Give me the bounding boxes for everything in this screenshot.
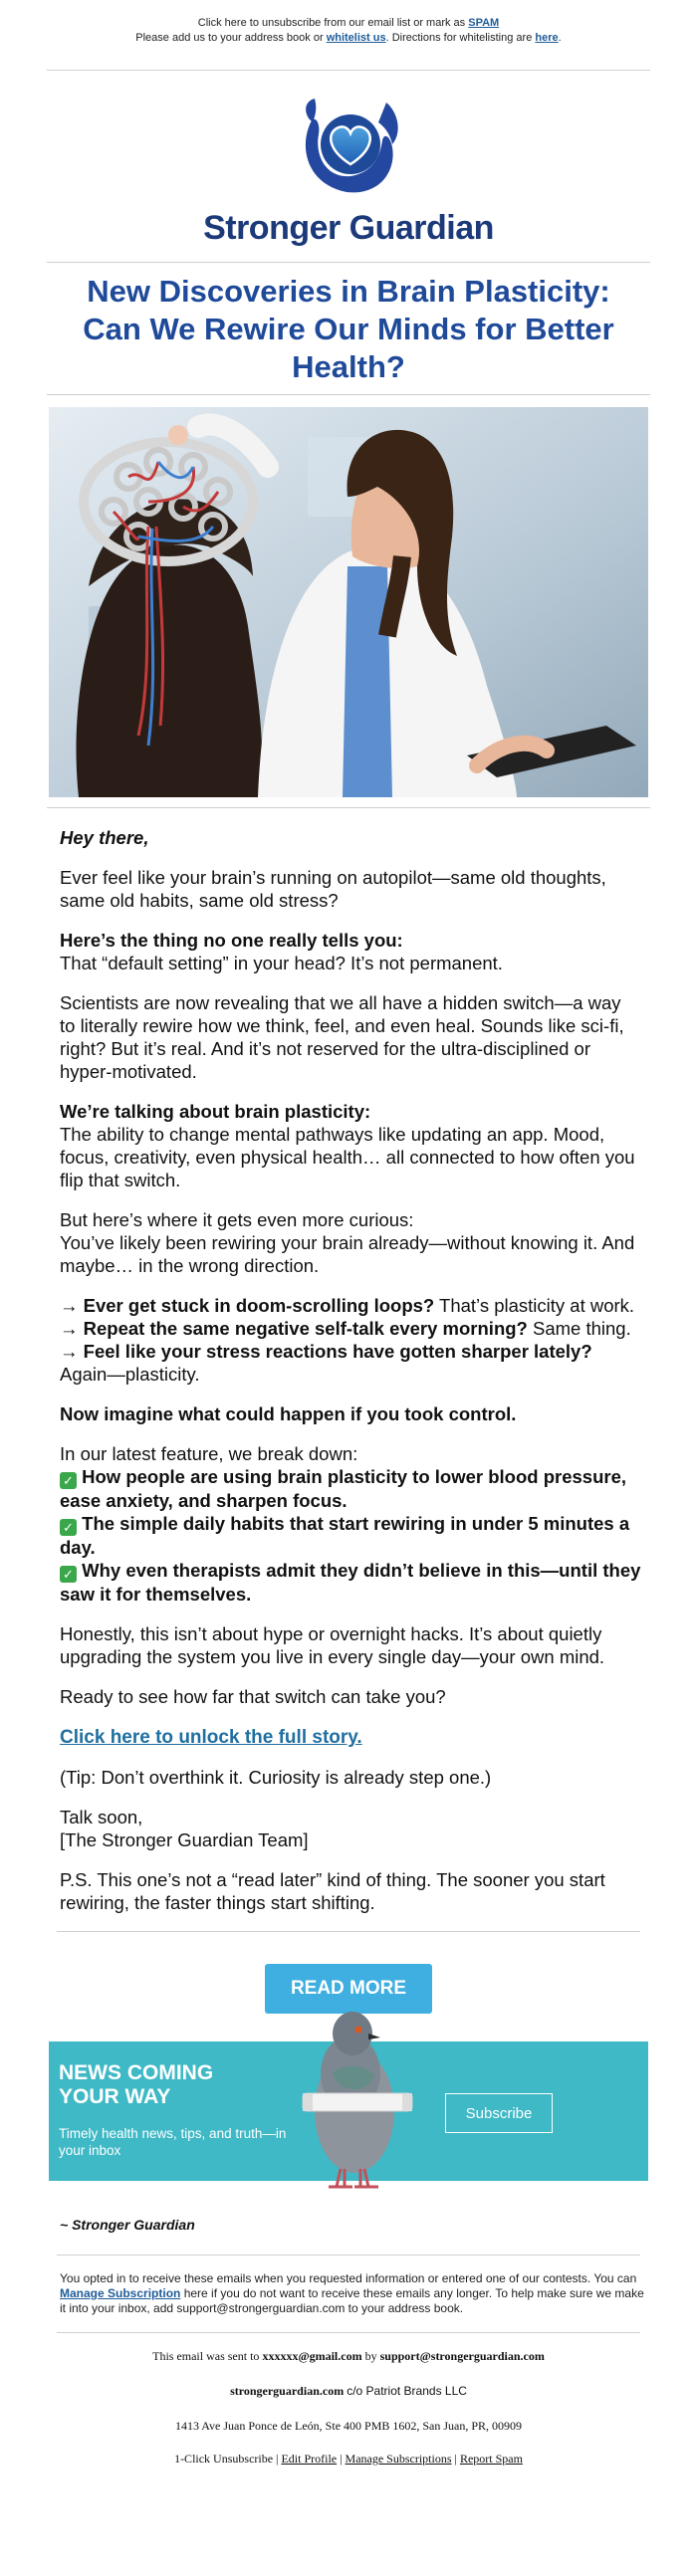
check-text: The simple daily habits that start rewiring in under 5 minutes a day.	[60, 1513, 630, 1558]
unlock-story-link[interactable]: Click here to unlock the full story.	[60, 1727, 362, 1748]
intro-paragraph: Ever feel like your brain’s running on autopilot—same old thoughts, same old habits, same old stress?	[60, 867, 606, 911]
footer-links: 1-Click Unsubscribe | Edit Profile | Manage Subscriptions | Report Spam	[174, 2452, 523, 2466]
check-item	[60, 1513, 629, 1558]
footer	[0, 2333, 697, 2467]
paragraph-brain-plasticity	[60, 1100, 641, 1191]
paragraph-text: The ability to change mental pathways like updating an app. Mood, focus, creativity, even physical health… all connected to how often you flip that switch.	[60, 1124, 635, 1190]
footer-domain: strongerguardian.com	[230, 2384, 345, 2398]
email-body	[0, 826, 697, 1914]
manage-subscription-link[interactable]: Manage Subscription	[60, 2286, 181, 2300]
optin-text: here if you do not want to receive these emails any longer. To help make sure we make it into your inbox, add support@strongerguardian.com to your address book.	[60, 2286, 644, 2315]
arrow-list	[60, 1294, 641, 1386]
banner-title: NEWS COMING YOUR WAY	[59, 2061, 214, 2108]
footer-company: c/o Patriot Brands LLC	[347, 2384, 467, 2398]
arrow-text: Same thing.	[533, 1318, 631, 1339]
check-mark-icon: ✓	[60, 1566, 77, 1583]
footer-text: This email was sent to	[152, 2349, 260, 2363]
unsubscribe-line	[0, 16, 697, 31]
signoff-paragraph	[60, 1806, 641, 1851]
footer-text: by	[364, 2349, 377, 2363]
footer-address: 1413 Ave Juan Ponce de León, Ste 400 PMB 1602, San Juan, PR, 00909	[174, 2419, 523, 2433]
scientist-brain-scan-illustration	[49, 407, 648, 797]
optin-text: You opted in to receive these emails when you requested information or entered one of our contests. You can	[60, 2271, 637, 2285]
check-item	[60, 1466, 626, 1511]
check-list	[60, 1442, 641, 1606]
tip-paragraph: (Tip: Don’t overthink it. Curiosity is already step one.)	[60, 1767, 492, 1788]
check-text: How people are using brain plasticity to lower blood pressure, ease anxiety, and sharpen focus.	[60, 1466, 627, 1511]
paragraph-bold-lead: Now imagine what could happen if you took control.	[60, 1403, 517, 1424]
arrow-item: → Ever get stuck in doom-scrolling loops? That’s plasticity at work.	[60, 1295, 635, 1316]
unsubscribe-text: Click here to unsubscribe from our email list or mark as	[197, 17, 466, 29]
paragraph-honestly: Honestly, this isn’t about hype or overnight hacks. It’s about quietly upgrading the system you live in every single day—your own mind.	[60, 1623, 605, 1667]
check-item	[60, 1560, 640, 1605]
optin-notice	[0, 2255, 697, 2332]
spam-link[interactable]: SPAM	[468, 17, 500, 29]
footer-sent-line	[0, 2333, 697, 2364]
check-mark-icon: ✓	[60, 1519, 77, 1536]
edit-profile-link[interactable]: Edit Profile	[281, 2452, 338, 2466]
banner-subtitle: Timely health news, tips, and truth—in your inbox	[59, 2126, 287, 2158]
paragraph-curious	[60, 1208, 641, 1277]
cta-paragraph	[60, 1725, 641, 1749]
paragraph-take-control	[60, 1402, 641, 1425]
signoff-team: [The Stronger Guardian Team]	[60, 1829, 309, 1850]
report-spam-link[interactable]: Report Spam	[459, 2452, 523, 2466]
whitelist-link[interactable]: whitelist us	[326, 32, 386, 44]
check-list-intro: In our latest feature, we break down:	[60, 1443, 358, 1464]
recipient-email: xxxxxx@gmail.com	[262, 2349, 362, 2363]
footer-company-line	[0, 2364, 697, 2399]
manage-subscriptions-link[interactable]: Manage Subscriptions	[345, 2452, 452, 2466]
paragraph-text: But here’s where it gets even more curious:	[60, 1209, 414, 1230]
whitelist-directions-text: . Directions for whitelisting are	[385, 32, 533, 44]
subscribe-button[interactable]: Subscribe	[445, 2093, 553, 2133]
arrow-text: That’s plasticity at work.	[439, 1295, 635, 1316]
signoff-line: Talk soon,	[60, 1807, 143, 1827]
heart-hands-logo-icon	[289, 93, 408, 202]
brand-name: Stronger Guardian	[203, 209, 494, 247]
paragraph-default-setting	[60, 929, 641, 974]
read-more-button[interactable]: READ MORE	[265, 1964, 432, 2014]
paragraph-text: That “default setting” in your head? It’s not permanent.	[60, 953, 503, 973]
paragraph-text: You’ve likely been rewiring your brain already—without knowing it. And maybe… in the wrong direction.	[60, 1232, 635, 1276]
ps-paragraph: P.S. This one’s not a “read later” kind of thing. The sooner you start rewiring, the faster things start shifting.	[60, 1869, 605, 1913]
signature: ~ Stronger Guardian	[60, 2217, 195, 2233]
divider	[47, 807, 650, 808]
arrow-text: Again—plasticity.	[60, 1364, 200, 1385]
arrow-bold: Ever get stuck in doom-scrolling loops?	[83, 1295, 435, 1316]
whitelist-directions-link[interactable]: here	[535, 32, 559, 44]
arrow-bold: Feel like your stress reactions have gotten sharper lately?	[83, 1341, 592, 1362]
preheader	[0, 0, 697, 46]
paragraph-ready: Ready to see how far that switch can take you?	[60, 1686, 446, 1707]
paragraph-bold-lead: Here’s the thing no one really tells you:	[60, 930, 403, 951]
whitelist-line: Please add us to your address book or whitelist us. Directions for whitelisting are here.	[135, 32, 562, 44]
whitelist-text: Please add us to your address book or	[135, 32, 324, 44]
arrow-item: → Feel like your stress reactions have gotten sharper lately? Again—plasticity.	[60, 1341, 592, 1385]
hero-image[interactable]	[49, 407, 648, 797]
paragraph-bold-lead: We’re talking about brain plasticity:	[60, 1101, 371, 1122]
one-click-unsubscribe-link[interactable]: 1-Click Unsubscribe	[174, 2452, 274, 2466]
carrier-pigeon-icon	[293, 2004, 422, 2193]
headline: New Discoveries in Brain Plasticity: Can We Rewire Our Minds for Better Health?	[83, 274, 614, 384]
check-mark-icon: ✓	[60, 1472, 77, 1489]
sender-email: support@strongerguardian.com	[379, 2349, 545, 2363]
arrow-item: → Repeat the same negative self-talk every morning? Same thing.	[60, 1318, 631, 1339]
brand-logo[interactable]	[0, 71, 697, 248]
divider	[47, 394, 650, 395]
greeting: Hey there,	[60, 827, 149, 848]
check-text: Why even therapists admit they didn’t believe in this—until they saw it for themselves.	[60, 1560, 641, 1605]
arrow-bold: Repeat the same negative self-talk every morning?	[83, 1318, 528, 1339]
newsletter-banner	[49, 2041, 648, 2181]
paragraph-hidden-switch: Scientists are now revealing that we all have a hidden switch—a way to literally rewire how we think, feel, and even heal. Sounds like sci-fi, right? But it’s real. And it’s not reserved for the ultra-disciplined or hyper-motivated.	[60, 992, 624, 1082]
